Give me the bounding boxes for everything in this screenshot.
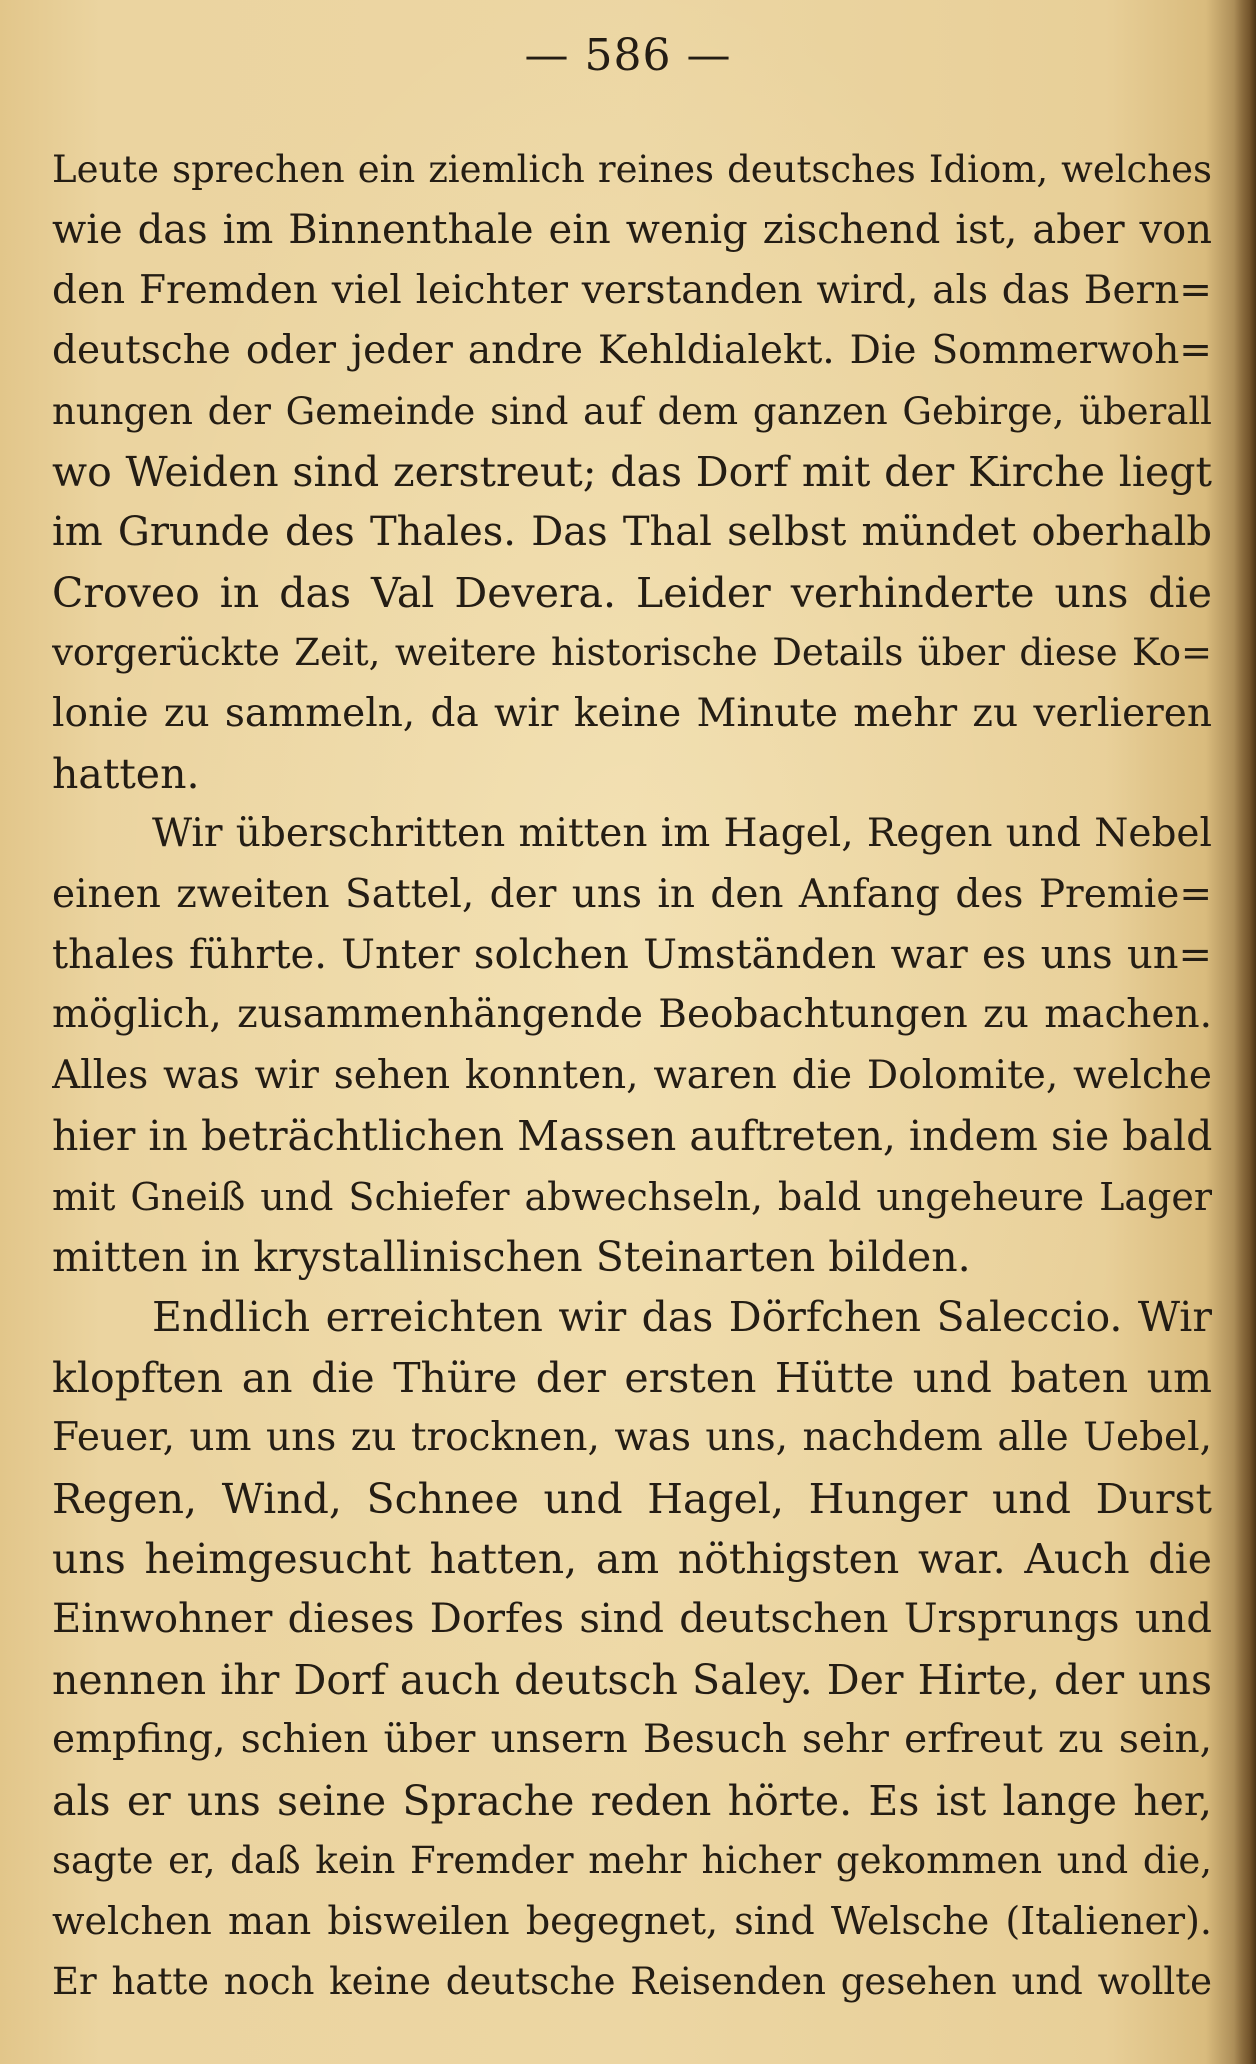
text-line: mitten in krystallinischen Steinarten bilden.	[52, 1233, 971, 1282]
text-line: hatten.	[52, 749, 200, 798]
text-line: sagte er, daß kein Fremder mehr hicher gekommen und die,	[52, 1838, 1212, 1882]
text-line: Regen, Wind, Schnee und Hagel, Hunger und Durst	[52, 1474, 1212, 1523]
text-line: Croveo in das Val Devera. Leider verhinderte uns die	[52, 568, 1212, 617]
text-line: Leute sprechen ein ziemlich reines deutsches Idiom, welches	[52, 148, 1212, 191]
text-line: deutsche oder jeder andre Kehldialekt. Die Sommerwoh=	[52, 328, 1212, 374]
text-line: einen zweiten Sattel, der uns in den Anfang des Premie=	[52, 871, 1212, 917]
text-line: thales führte. Unter solchen Umständen war es uns un=	[52, 932, 1212, 979]
text-line: lonie zu sammeln, da wir keine Minute mehr zu verlieren	[52, 690, 1212, 736]
text-line: Einwohner dieses Dorfes sind deutschen Ursprungs und	[52, 1596, 1212, 1643]
page-edge-shadow	[1234, 0, 1256, 2064]
text-line: im Grunde des Thales. Das Thal selbst mündet oberhalb	[52, 509, 1212, 556]
text-line: vorgerückte Zeit, weitere historische Details über diese Ko=	[52, 631, 1212, 675]
text-line: wo Weiden sind zerstreut; das Dorf mit der Kirche liegt	[52, 447, 1212, 496]
text-line: den Fremden viel leichter verstanden wird, als das Bern=	[52, 267, 1212, 313]
text-line: uns heimgesucht hatten, am nöthigsten war. Auch die	[52, 1534, 1212, 1583]
text-line: hier in beträchtlichen Massen auftreten, indem sie bald	[52, 1112, 1212, 1161]
page-number: — 586 —	[524, 30, 732, 81]
text-line: Alles was wir sehen konnten, waren die Dolomite, welche	[52, 1052, 1212, 1098]
text-line: möglich, zusammenhängende Beobachtungen zu machen.	[52, 992, 1212, 1038]
paragraph	[52, 804, 1212, 1287]
text-line: nennen ihr Dorf auch deutsch Saley. Der Hirte, der uns	[52, 1655, 1212, 1704]
text-line: mit Gneiß und Schiefer abwechseln, bald ungeheure Lager	[52, 1174, 1212, 1219]
paragraph	[52, 1287, 1212, 2012]
body-text	[52, 140, 1212, 2012]
text-line: Er hatte noch keine deutsche Reisenden gesehen und wollte	[52, 1959, 1212, 2003]
text-line: klopften an die Thüre der ersten Hütte und baten um	[52, 1353, 1212, 1402]
text-line: wie das im Binnenthale ein wenig zischend ist, aber von	[52, 207, 1212, 254]
text-line: Feuer, um uns zu trocknen, was uns, nachdem alle Uebel,	[52, 1415, 1212, 1461]
text-line: welchen man bisweilen begegnet, sind Welsche (Italiener).	[52, 1899, 1212, 1944]
text-line: als er uns seine Sprache reden hörte. Es ist lange her,	[52, 1776, 1212, 1825]
text-line: Endlich erreichten wir das Dörfchen Saleccio. Wir	[152, 1293, 1212, 1342]
paragraph	[52, 140, 1212, 804]
text-line: nungen der Gemeinde sind auf dem ganzen Gebirge, überall	[52, 389, 1212, 433]
text-line: empfing, schien über unsern Besuch sehr erfreut zu sein,	[52, 1717, 1212, 1763]
text-line: Wir überschritten mitten im Hagel, Regen und Nebel	[152, 811, 1212, 857]
